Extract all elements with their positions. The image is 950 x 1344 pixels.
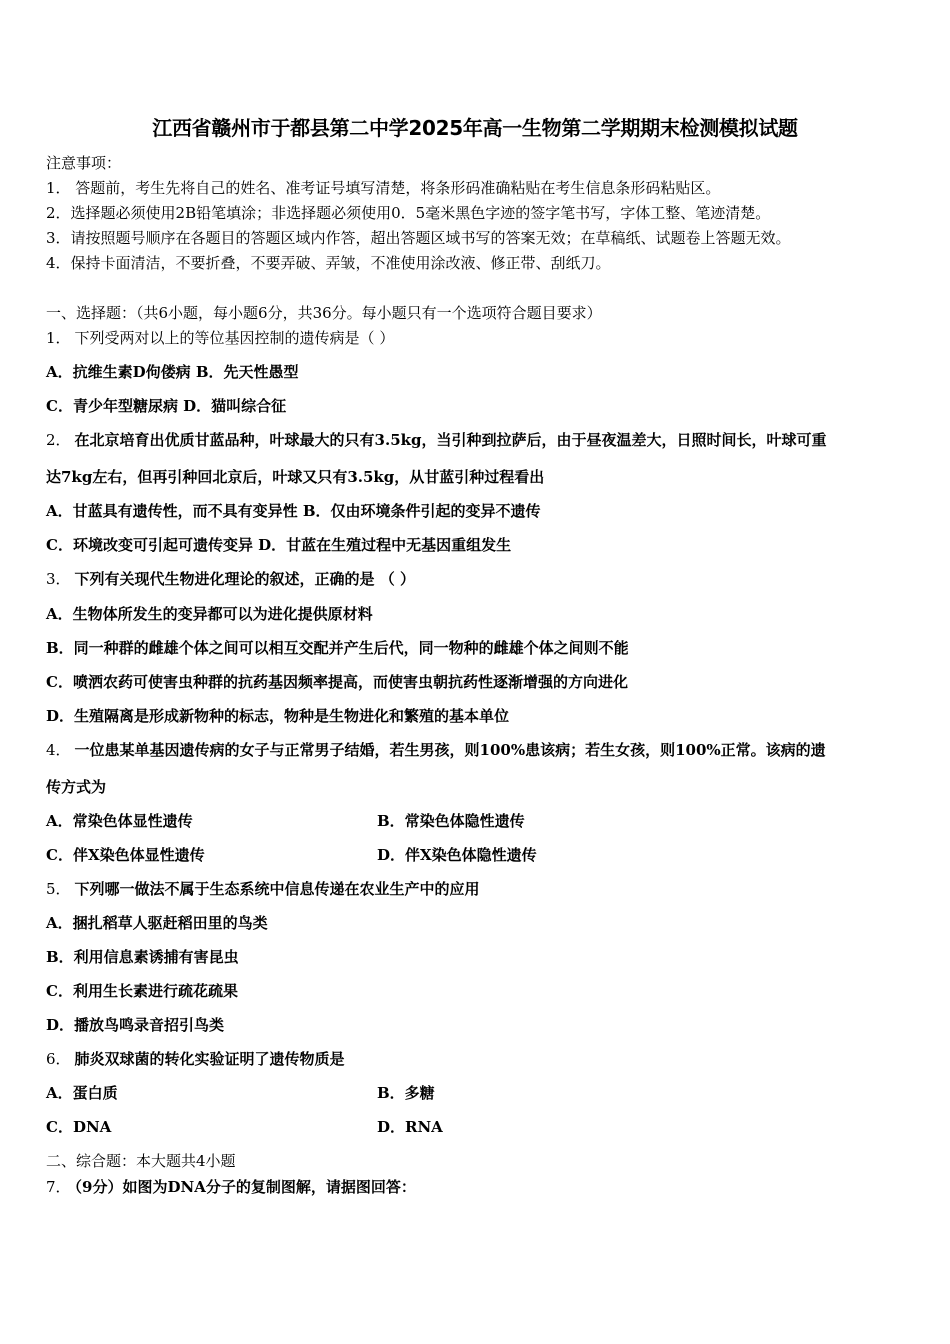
notice-item-1: 1． 答题前，考生先将自己的姓名、准考证号填写清楚，将条形码准确粘贴在考生信息条形码粘贴区。 [46,179,721,197]
question-number: 1． [46,329,71,347]
question-2-stem-line-2: 达7kg左右，但再引种回北京后，叶球又只有3.5kg，从甘蓝引种过程看出 [46,468,545,486]
question-number: 2． [46,431,71,449]
q5-option-c: C．利用生长素进行疏花疏果 [46,982,238,1000]
q4-option-c: C．伴X染色体显性遗传 [46,846,205,864]
q5-option-d: D．播放鸟鸣录音招引鸟类 [46,1016,225,1034]
q1-options-row-2: C．青少年型糖尿病 D．猫叫综合征 [46,397,287,415]
notice-heading: 注意事项： [46,154,122,172]
q2-options-row-2: C．环境改变可引起可遗传变异 D．甘蓝在生殖过程中无基因重组发生 [46,536,512,554]
question-stem: 肺炎双球菌的转化实验证明了遗传物质是 [74,1050,345,1068]
question-3 [46,568,415,589]
question-number: 6． [46,1050,71,1068]
question-7 [46,1176,416,1197]
section-2-heading: 二、综合题：本大题共4小题 [46,1152,236,1170]
question-stem: 下列有关现代生物进化理论的叙述，正确的是 （ ） [74,570,415,588]
notice-item-4: 4．保持卡面清洁，不要折叠，不要弄破、弄皱，不准使用涂改液、修正带、刮纸刀。 [46,254,611,272]
notice-item-2: 2．选择题必须使用2B铅笔填涂；非选择题必须使用0．5毫米黑色字迹的签字笔书写，字体工整、笔迹清楚。 [46,204,771,222]
q4-option-d: D．伴X染色体隐性遗传 [377,846,537,864]
question-1 [46,327,394,348]
question-number: 3． [46,570,71,588]
q3-option-d: D．生殖隔离是形成新物种的标志，物种是生物进化和繁殖的基本单位 [46,707,510,725]
q3-option-c: C．喷洒农药可使害虫种群的抗药基因频率提高，而使害虫朝抗药性逐渐增强的方向进化 [46,673,628,691]
q6-option-c: C．DNA [46,1118,112,1136]
question-stem: （9分）如图为DNA分子的复制图解，请据图回答： [74,1178,416,1196]
question-number: 5． [46,880,71,898]
section-1-heading: 一、选择题：（共6小题，每小题6分，共36分。每小题只有一个选项符合题目要求） [46,304,602,322]
exam-title: 江西省赣州市于都县第二中学2025年高一生物第二学期期末检测模拟试题 [152,116,798,140]
q5-option-b: B．利用信息素诱捕有害昆虫 [46,948,239,966]
question-4 [46,739,826,760]
q6-option-a: A．蛋白质 [46,1084,118,1102]
question-6 [46,1048,345,1069]
q6-option-d: D．RNA [377,1118,443,1136]
q4-option-a: A．常染色体显性遗传 [46,812,193,830]
q5-option-a: A．捆扎稻草人驱赶稻田里的鸟类 [46,914,268,932]
question-4-stem-line-2: 传方式为 [46,778,107,796]
question-2 [46,429,827,450]
question-stem: 下列哪一做法不属于生态系统中信息传递在农业生产中的应用 [74,880,480,898]
q3-option-a: A．生物体所发生的变异都可以为进化提供原材料 [46,605,373,623]
q3-option-b: B．同一种群的雌雄个体之间可以相互交配并产生后代，同一物种的雌雄个体之间则不能 [46,639,629,657]
q6-option-b: B．多糖 [377,1084,435,1102]
question-stem-line-1: 在北京培育出优质甘蓝品种，叶球最大的只有3.5kg，当引种到拉萨后，由于昼夜温差大，日照时间长，叶球可重 [74,431,827,449]
q2-options-row-1: A．甘蓝具有遗传性，而不具有变异性 B．仅由环境条件引起的变异不遗传 [46,502,541,520]
question-stem: 下列受两对以上的等位基因控制的遗传病是（ ） [74,329,395,347]
question-5 [46,878,480,899]
question-stem-line-1: 一位患某单基因遗传病的女子与正常男子结婚，若生男孩，则100%患该病；若生女孩，则100%正常。该病的遗 [74,741,826,759]
question-number: 7． [46,1178,71,1196]
q4-option-b: B．常染色体隐性遗传 [377,812,525,830]
notice-item-3: 3．请按照题号顺序在各题目的答题区域内作答，超出答题区域书写的答案无效；在草稿纸、试题卷上答题无效。 [46,229,791,247]
question-number: 4． [46,741,71,759]
q1-options-row-1: A．抗维生素D佝偻病 B．先天性愚型 [46,363,299,381]
